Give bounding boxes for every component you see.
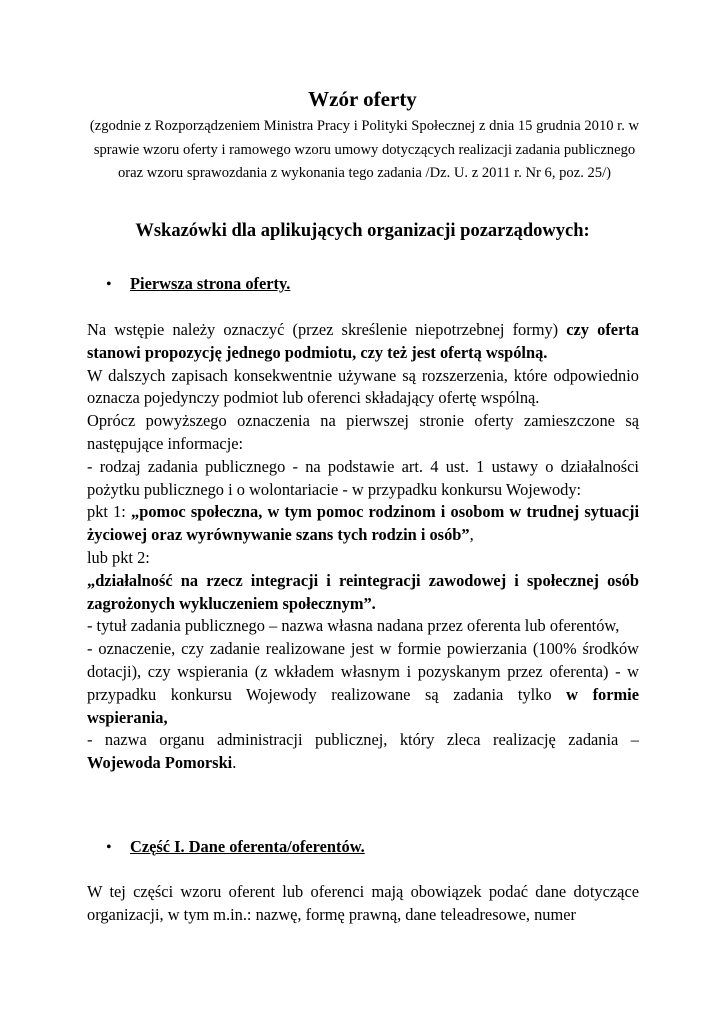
guidance-heading: Wskazówki dla aplikujących organizacji pozarządowych: xyxy=(135,221,590,241)
paragraph xyxy=(87,570,639,616)
paragraph-text: . xyxy=(232,753,237,773)
paragraph-bold-text: „działalność na rzecz integracji i reintegracji zawodowej i społecznej osób zagrożonych wykluczeniem społecznym”. xyxy=(87,570,639,613)
paragraph xyxy=(87,501,639,547)
bullet-dot-icon: • xyxy=(106,276,112,293)
section-part-one-text xyxy=(87,881,639,927)
bullet-first-page xyxy=(106,272,290,297)
paragraph-text: - nazwa organu administracji publicznej, który zleca realizację zadania – xyxy=(87,730,639,750)
paragraph-text: Na wstępie należy oznaczyć (przez skreślenie niepotrzebnej formy) xyxy=(87,320,567,339)
paragraph-bold-text: czy oferta stanowi propozycję jednego podmiotu, czy też jest ofertą wspólną. xyxy=(87,320,639,362)
bullet-part-one-label: Część I. Dane oferenta/oferentów. xyxy=(130,837,365,856)
paragraph: - rodzaj zadania publicznego - na podstawie art. 4 ust. 1 ustawy o działalności pożytku publicznego i o wolontariacie - w przypadku konkursu Wojewody: xyxy=(87,456,639,499)
paragraph-bold-text: „pomoc społeczna, w tym pomoc rodzinom i osobom w trudnej sytuacji życiowej oraz wyrównywanie szans tych rodzin i osób” xyxy=(87,502,639,545)
paragraph xyxy=(87,638,639,729)
bullet-dot-icon: • xyxy=(106,839,112,856)
document-title: Wzór oferty xyxy=(308,87,417,111)
document-subtitle: (zgodnie z Rozporządzeniem Ministra Pracy i Polityki Społecznej z dnia 15 grudnia 2010 r. w sprawie wzoru oferty i ramowego wzoru umowy dotyczących realizacji zadania publicznego oraz wzoru sprawozdania z wykonania tego zadania /Dz. U. z 2011 r. Nr 6, poz. 25/) xyxy=(89,118,640,181)
paragraph-bold-text: w formie wspierania, xyxy=(87,684,639,727)
paragraph: Oprócz powyższego oznaczenia na pierwszej stronie oferty zamieszczone są następujące informacje: xyxy=(87,411,639,453)
paragraph-text: , xyxy=(469,525,474,545)
paragraph-text: - oznaczenie, czy zadanie realizowane jest w formie powierzania (100% środków dotacji), czy wspierania (z wkładem własnym i pozyskanym przez oferenta) - w przypadku konkursu Wojewody realizowane są zadania tylko xyxy=(87,639,639,704)
bullet-first-page-label: Pierwsza strona oferty. xyxy=(130,274,291,293)
paragraph xyxy=(87,319,639,365)
bullet-part-one xyxy=(106,835,365,860)
paragraph xyxy=(87,729,639,775)
section-first-page-text xyxy=(87,319,639,775)
paragraph: W tej części wzoru oferent lub oferenci mają obowiązek podać dane dotyczące organizacji, w tym m.in.: nazwę, formę prawną, dane teleadresowe, numer xyxy=(87,882,639,924)
paragraph-bold-text: Wojewoda Pomorski xyxy=(87,753,233,773)
paragraph-text: pkt 1: xyxy=(87,502,132,522)
paragraph: - tytuł zadania publicznego – nazwa własna nadana przez oferenta lub oferentów, xyxy=(87,616,620,636)
paragraph: W dalszych zapisach konsekwentnie używane są rozszerzenia, które odpowiednio oznacza pojedynczy podmiot lub oferenci składający ofertę wspólną. xyxy=(87,365,639,408)
paragraph: lub pkt 2: xyxy=(87,547,150,567)
